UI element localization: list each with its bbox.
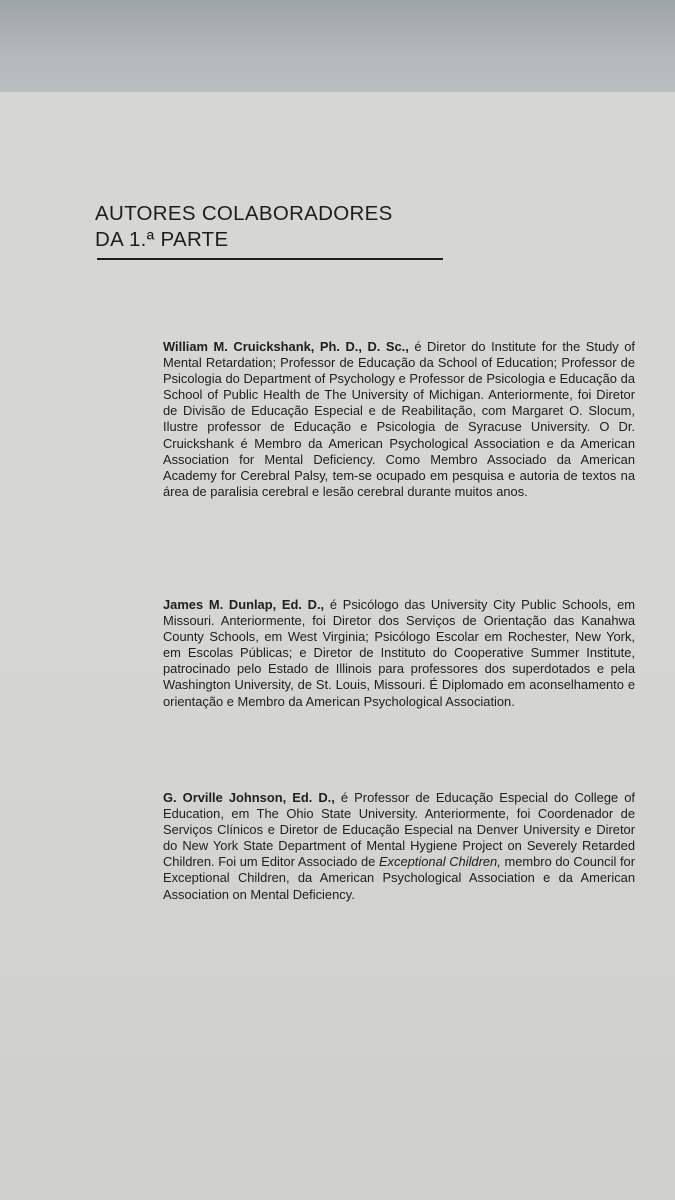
heading-line-2: DA 1.ª PARTE xyxy=(95,228,229,251)
author-description-continued: membro do Council for Exceptional Children, da American Psychological Association e da American Association on Mental Deficiency. xyxy=(163,854,635,902)
section-heading xyxy=(95,201,455,253)
author-name: William M. Cruickshank, Ph. D., D. Sc., xyxy=(163,339,409,354)
author-description: é Professor de Educação Especial do College of Education, em The Ohio State University. Anteriormente, foi Coordenador de Serviços Clínicos e Diretor de Educação Especial na Denver University e Diretor do New York State Department of Mental Hygiene Project on Severely Retarded Children. Foi um Editor Associado de xyxy=(163,790,635,870)
heading-underline xyxy=(97,258,443,260)
author-name: G. Orville Johnson, Ed. D., xyxy=(163,790,335,805)
author-description: é Diretor do Institute for the Study of Mental Retardation; Professor de Educação da School of Education; Professor de Psicologia do Department of Psychology e Professor de Psicologia e Educação da School of Public Health de The University of Michigan. Anteriormente, foi Diretor de Divisão de Educação Especial e de Reabilitação, com Margaret O. Slocum, Ilustre professor de Educação e Psicologia de Syracuse University. O Dr. Cruickshank é Membro da American Psychological Association e da American Association for Mental Deficiency. Como Membro Associado da American Academy for Cerebral Palsy, tem-se ocupado em pesquisa e autoria de textos na área de paralisia cerebral e lesão cerebral durante muitos anos. xyxy=(163,339,636,499)
author-description: é Psicólogo das University City Public Schools, em Missouri. Anteriormente, foi Diretor dos Serviços de Orientação das Kanahwa County Schools, em West Virginia; Psicólogo Escolar em Rochester, New York, em Escolas Públicas; e Diretor de Instituto do Cooperative Summer Institute, patrocinado pelo Estado de Illinois para professores dos superdotados e pela Washington University, de St. Louis, Missouri. É Diplomado em aconselhamento e orientação e Membro da American Psychological Association. xyxy=(163,597,635,709)
author-bio-johnson xyxy=(163,790,635,903)
author-name: James M. Dunlap, Ed. D., xyxy=(163,597,325,612)
heading-line-1: AUTORES COLABORADORES xyxy=(95,202,393,225)
journal-title: Exceptional Children, xyxy=(378,854,501,870)
author-bio-cruickshank xyxy=(163,339,635,500)
background-shadow xyxy=(0,0,675,100)
author-bio-dunlap xyxy=(163,597,635,710)
